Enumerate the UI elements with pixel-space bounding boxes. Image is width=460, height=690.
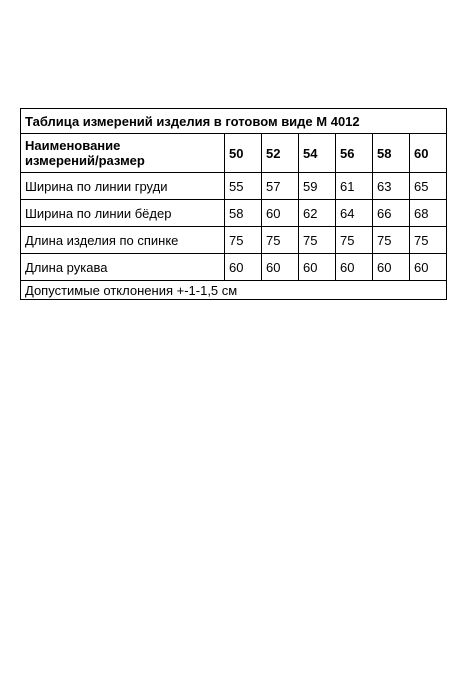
value-cell: 75 [299, 227, 336, 254]
table-row [21, 173, 447, 200]
table-title-row [21, 109, 447, 134]
row-name: Ширина по линии груди [21, 173, 225, 200]
header-name-line1: Наименование [25, 138, 121, 153]
header-size-cell: 56 [336, 134, 373, 173]
table-row [21, 227, 447, 254]
value-cell: 68 [410, 200, 447, 227]
value-cell: 75 [262, 227, 299, 254]
value-cell: 57 [262, 173, 299, 200]
row-name: Длина изделия по спинке [21, 227, 225, 254]
value-cell: 63 [373, 173, 410, 200]
header-size-cell: 50 [225, 134, 262, 173]
value-cell: 60 [225, 254, 262, 281]
row-name: Ширина по линии бёдер [21, 200, 225, 227]
value-cell: 64 [336, 200, 373, 227]
table-row [21, 200, 447, 227]
value-cell: 65 [410, 173, 447, 200]
header-name-line2: измерений/размер [25, 153, 145, 168]
value-cell: 60 [262, 200, 299, 227]
measurement-table-container [20, 108, 446, 300]
header-size-cell: 58 [373, 134, 410, 173]
row-name: Длина рукава [21, 254, 225, 281]
header-size-cell: 60 [410, 134, 447, 173]
table-header-row [21, 134, 447, 173]
value-cell: 60 [336, 254, 373, 281]
value-cell: 75 [373, 227, 410, 254]
value-cell: 55 [225, 173, 262, 200]
tolerance-note: Допустимые отклонения +-1-1,5 см [21, 281, 447, 300]
value-cell: 60 [373, 254, 410, 281]
value-cell: 59 [299, 173, 336, 200]
table-row [21, 254, 447, 281]
header-size-cell: 54 [299, 134, 336, 173]
value-cell: 60 [410, 254, 447, 281]
value-cell: 58 [225, 200, 262, 227]
value-cell: 66 [373, 200, 410, 227]
header-size-cell: 52 [262, 134, 299, 173]
value-cell: 75 [225, 227, 262, 254]
measurement-table [20, 108, 447, 300]
value-cell: 62 [299, 200, 336, 227]
value-cell: 60 [299, 254, 336, 281]
table-title: Таблица измерений изделия в готовом виде М 4012 [21, 109, 447, 134]
table-note-row [21, 281, 447, 300]
value-cell: 60 [262, 254, 299, 281]
header-name-cell [21, 134, 225, 173]
value-cell: 75 [410, 227, 447, 254]
value-cell: 61 [336, 173, 373, 200]
value-cell: 75 [336, 227, 373, 254]
